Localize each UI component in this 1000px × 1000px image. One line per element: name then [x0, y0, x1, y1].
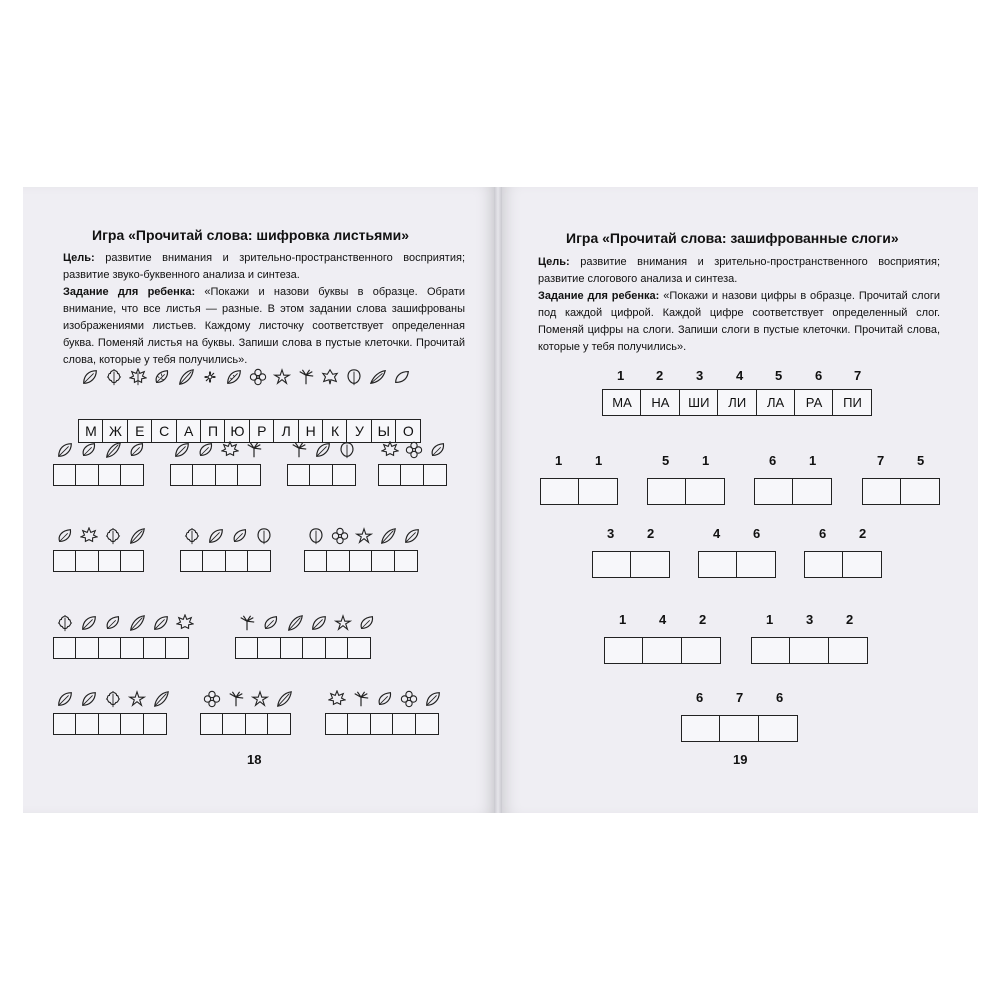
answer-cell[interactable]: [170, 464, 194, 486]
number-key-labels: [602, 368, 884, 386]
answer-cell[interactable]: [235, 637, 259, 659]
answer-cell[interactable]: [280, 637, 304, 659]
key-letter: Ы: [371, 419, 397, 443]
leaf-icon: [352, 525, 376, 547]
answer-cell[interactable]: [325, 637, 349, 659]
answer-cell[interactable]: [592, 551, 632, 578]
leaf-icon: [204, 525, 228, 547]
leaf-star-icon: [270, 366, 294, 388]
answer-cell[interactable]: [332, 464, 356, 486]
answer-cell[interactable]: [53, 464, 77, 486]
leaf-icon: [200, 688, 224, 710]
syllable-answer-row: [698, 551, 776, 578]
puzzle-number: 7: [736, 690, 744, 705]
answer-cell[interactable]: [719, 715, 759, 742]
leaf-simple-icon: [390, 366, 414, 388]
key-syllable: ЛИ: [717, 389, 757, 416]
answer-cell[interactable]: [378, 464, 402, 486]
page-number-left: 18: [247, 752, 262, 767]
leaf-oak-icon: [102, 366, 126, 388]
left-goal: Цель: развитие внимания и зрительно-пространственного восприятия; развитие звуко-буквенного анализа и синтеза.: [63, 252, 465, 281]
answer-cell[interactable]: [423, 464, 447, 486]
answer-cell[interactable]: [754, 478, 794, 505]
syllable-answer-row: [681, 715, 798, 742]
key-letter: О: [395, 419, 421, 443]
answer-cell[interactable]: [862, 478, 902, 505]
answer-cell[interactable]: [394, 550, 418, 572]
right-instructions: [538, 254, 940, 356]
key-letter: П: [200, 419, 226, 443]
leaf-icon: [235, 612, 259, 634]
leaf-answer-row: [53, 550, 144, 572]
puzzle-number: 2: [699, 612, 707, 627]
leaf-puzzle-icons: [378, 439, 450, 461]
answer-cell[interactable]: [75, 637, 99, 659]
leaf-icon: [228, 525, 252, 547]
answer-cell[interactable]: [630, 551, 670, 578]
answer-cell[interactable]: [245, 713, 269, 735]
leaf-answer-row: [325, 713, 439, 735]
leaf-icon: [242, 439, 266, 461]
leaf-icon: [311, 439, 335, 461]
leaf-icon: [349, 688, 373, 710]
puzzle-number: 7: [877, 453, 885, 468]
answer-cell[interactable]: [751, 637, 791, 664]
answer-cell[interactable]: [736, 551, 776, 578]
leaf-icon: [325, 688, 349, 710]
leaf-answer-row: [235, 637, 371, 659]
leaf-icon: [101, 612, 125, 634]
syllable-answer-row: [862, 478, 940, 505]
leaf-icon: [180, 525, 204, 547]
leaf-icon: [373, 688, 397, 710]
puzzle-number: 1: [595, 453, 603, 468]
leaf-maple-icon: [126, 366, 150, 388]
leaf-puzzle-icons: [200, 688, 296, 710]
leaf-icon: [77, 688, 101, 710]
leaf-icon: [53, 439, 77, 461]
key-syllable: ПИ: [832, 389, 872, 416]
leaf-answer-row: [53, 464, 144, 486]
leaf-answer-row: [53, 637, 189, 659]
syllable-answer-row: [540, 478, 618, 505]
answer-cell[interactable]: [392, 713, 416, 735]
puzzle-number: 1: [809, 453, 817, 468]
puzzle-number: 3: [607, 526, 615, 541]
puzzle-number: 6: [753, 526, 761, 541]
answer-cell[interactable]: [347, 637, 371, 659]
syllable-answer-row: [647, 478, 725, 505]
leaf-icon: [307, 612, 331, 634]
answer-cell[interactable]: [681, 715, 721, 742]
leaf-puzzle-icons: [170, 439, 266, 461]
key-syllable: ШИ: [679, 389, 719, 416]
leaf-icon: [77, 612, 101, 634]
answer-cell[interactable]: [192, 464, 216, 486]
key-syllable: ЛА: [756, 389, 796, 416]
left-title: Игра «Прочитай слова: шифровка листьями»: [92, 227, 409, 243]
leaf-answer-row: [304, 550, 418, 572]
answer-cell[interactable]: [842, 551, 882, 578]
puzzle-number: 3: [806, 612, 814, 627]
answer-cell[interactable]: [257, 637, 281, 659]
answer-cell[interactable]: [325, 713, 349, 735]
answer-cell[interactable]: [200, 713, 224, 735]
right-title: Игра «Прочитай слова: зашифрованные слоги»: [566, 230, 899, 246]
leaf-icon: [53, 688, 77, 710]
syllable-answer-row: [804, 551, 882, 578]
puzzle-number: 2: [647, 526, 655, 541]
left-instructions: [63, 250, 465, 369]
key-letter: Л: [273, 419, 299, 443]
leaf-icon: [304, 525, 328, 547]
syllable-key-row: [602, 389, 872, 416]
leaf-icon: [331, 612, 355, 634]
syllable-answer-row: [751, 637, 868, 664]
puzzle-number: 6: [819, 526, 827, 541]
answer-cell[interactable]: [349, 550, 373, 572]
left-task: Задание для ребенка: «Покажи и назови буквы в образце. Обрати внимание, что все листья — разные. В этом задании слова зашифрованы изображениями листьев. Каждому листочку соответствует определенная буква. Поменяй листья на буквы. Запиши слова в пустые клеточки. Прочитай слова, которые у тебя получились».: [63, 286, 465, 366]
leaf-elongated-icon: [366, 366, 390, 388]
answer-cell[interactable]: [681, 637, 721, 664]
leaf-icon: [252, 525, 276, 547]
answer-cell[interactable]: [604, 637, 644, 664]
leaf-puzzle-icons: [53, 612, 197, 634]
leaf-icon: [170, 439, 194, 461]
leaf-icon: [101, 439, 125, 461]
puzzle-number: 2: [846, 612, 854, 627]
key-letter: С: [151, 419, 177, 443]
leaf-icon: [378, 439, 402, 461]
answer-cell[interactable]: [75, 550, 99, 572]
answer-cell[interactable]: [642, 637, 682, 664]
answer-cell[interactable]: [98, 637, 122, 659]
leaf-icon: [248, 688, 272, 710]
leaf-long-icon: [174, 366, 198, 388]
puzzle-number: 1: [619, 612, 627, 627]
leaf-round-icon: [342, 366, 366, 388]
answer-cell[interactable]: [120, 637, 144, 659]
key-number: 6: [815, 368, 823, 383]
key-number: 7: [854, 368, 862, 383]
syllable-answer-row: [754, 478, 832, 505]
answer-cell[interactable]: [120, 550, 144, 572]
leaf-icon: [149, 688, 173, 710]
leaf-icon: [125, 688, 149, 710]
puzzle-number: 5: [917, 453, 925, 468]
leaf-clover-icon: [246, 366, 270, 388]
leaf-icon: [224, 688, 248, 710]
leaf-icon: [376, 525, 400, 547]
key-letter: Ж: [102, 419, 128, 443]
answer-cell[interactable]: [53, 550, 77, 572]
answer-cell[interactable]: [98, 550, 122, 572]
puzzle-number: 4: [713, 526, 721, 541]
answer-cell[interactable]: [804, 551, 844, 578]
puzzle-number: 5: [662, 453, 670, 468]
leaf-oval-icon: [222, 366, 246, 388]
leaf-icon: [125, 439, 149, 461]
leaf-puzzle-icons: [235, 612, 379, 634]
key-letter: Е: [127, 419, 153, 443]
leaf-key-icons: [78, 366, 414, 388]
puzzle-number: 6: [696, 690, 704, 705]
answer-cell[interactable]: [900, 478, 940, 505]
leaf-icon: [421, 688, 445, 710]
leaf-puzzle-icons: [53, 439, 149, 461]
answer-cell[interactable]: [540, 478, 580, 505]
answer-cell[interactable]: [789, 637, 829, 664]
key-syllable: РА: [794, 389, 834, 416]
answer-cell[interactable]: [415, 713, 439, 735]
leaf-icon: [77, 439, 101, 461]
key-number: 2: [656, 368, 664, 383]
answer-cell[interactable]: [75, 713, 99, 735]
leaf-puzzle-icons: [180, 525, 276, 547]
leaf-icon: [402, 439, 426, 461]
answer-cell[interactable]: [370, 713, 394, 735]
leaf-icon: [328, 525, 352, 547]
puzzle-number: 2: [859, 526, 867, 541]
leaf-puzzle-icons: [304, 525, 424, 547]
answer-cell[interactable]: [180, 550, 204, 572]
leaf-icon: [287, 439, 311, 461]
leaf-puzzle-icons: [287, 439, 359, 461]
leaf-icon: [218, 439, 242, 461]
leaf-icon: [335, 439, 359, 461]
leaf-birch-icon: [150, 366, 174, 388]
leaf-answer-row: [287, 464, 356, 486]
answer-cell[interactable]: [309, 464, 333, 486]
leaf-icon: [125, 525, 149, 547]
answer-cell[interactable]: [225, 550, 249, 572]
syllable-answer-row: [604, 637, 721, 664]
key-number: 4: [736, 368, 744, 383]
syllable-answer-row: [592, 551, 670, 578]
key-letter: Р: [249, 419, 275, 443]
leaf-icon: [355, 612, 379, 634]
right-task: Задание для ребенка: «Покажи и назови цифры в образце. Прочитай слоги под каждой цифрой. Каждой цифре соответствует определенный слог. Поменяй цифры на слоги. Запиши слоги в пустые клеточки. Прочитай слова, которые у тебя получились».: [538, 290, 941, 353]
key-letter: Н: [298, 419, 324, 443]
key-syllable: НА: [640, 389, 680, 416]
answer-cell[interactable]: [347, 713, 371, 735]
key-letter: Ю: [224, 419, 250, 443]
leaf-answer-row: [180, 550, 271, 572]
answer-cell[interactable]: [165, 637, 189, 659]
page-number-right: 19: [733, 752, 748, 767]
key-letter: М: [78, 419, 104, 443]
answer-cell[interactable]: [143, 637, 167, 659]
answer-cell[interactable]: [267, 713, 291, 735]
leaf-icon: [173, 612, 197, 634]
leaf-answer-row: [200, 713, 291, 735]
key-letter: А: [176, 419, 202, 443]
puzzle-number: 1: [702, 453, 710, 468]
leaf-icon: [259, 612, 283, 634]
answer-cell[interactable]: [792, 478, 832, 505]
leaf-icon: [397, 688, 421, 710]
leaf-answer-row: [170, 464, 261, 486]
answer-cell[interactable]: [237, 464, 261, 486]
leaf-icon: [194, 439, 218, 461]
answer-cell[interactable]: [326, 550, 350, 572]
answer-cell[interactable]: [120, 713, 144, 735]
leaf-icon: [400, 525, 424, 547]
leaf-palm-icon: [294, 366, 318, 388]
leaf-flower-icon: [198, 366, 222, 388]
puzzle-number: 4: [659, 612, 667, 627]
answer-cell[interactable]: [302, 637, 326, 659]
leaf-maple2-icon: [318, 366, 342, 388]
leaf-icon: [101, 688, 125, 710]
leaf-answer-row: [378, 464, 447, 486]
leaf-icon: [272, 688, 296, 710]
answer-cell[interactable]: [647, 478, 687, 505]
answer-cell[interactable]: [758, 715, 798, 742]
answer-cell[interactable]: [698, 551, 738, 578]
key-letter: К: [322, 419, 348, 443]
leaf-icon: [53, 525, 77, 547]
leaf-puzzle-icons: [53, 525, 149, 547]
answer-cell[interactable]: [98, 713, 122, 735]
answer-cell[interactable]: [75, 464, 99, 486]
key-letter: У: [346, 419, 372, 443]
answer-cell[interactable]: [53, 713, 77, 735]
leaf-icon: [426, 439, 450, 461]
key-number: 3: [696, 368, 704, 383]
leaf-puzzle-icons: [325, 688, 445, 710]
book-gutter: [494, 187, 502, 813]
key-number: 1: [617, 368, 625, 383]
answer-cell[interactable]: [247, 550, 271, 572]
key-syllable: МА: [602, 389, 642, 416]
answer-cell[interactable]: [143, 713, 167, 735]
puzzle-number: 1: [555, 453, 563, 468]
answer-cell[interactable]: [98, 464, 122, 486]
puzzle-number: 6: [776, 690, 784, 705]
leaf-icon: [77, 525, 101, 547]
answer-cell[interactable]: [304, 550, 328, 572]
answer-cell[interactable]: [400, 464, 424, 486]
puzzle-number: 6: [769, 453, 777, 468]
leaf-icon: [101, 525, 125, 547]
leaf-icon: [53, 612, 77, 634]
answer-cell[interactable]: [828, 637, 868, 664]
leaf-answer-row: [53, 713, 167, 735]
leaf-icon: [149, 612, 173, 634]
puzzle-number: 1: [766, 612, 774, 627]
leaf-icon: [283, 612, 307, 634]
leaf-puzzle-icons: [53, 688, 173, 710]
answer-cell[interactable]: [120, 464, 144, 486]
right-goal: Цель: развитие внимания и зрительно-пространственного восприятия; развитие слогового анализа и синтеза.: [538, 256, 940, 285]
key-number: 5: [775, 368, 783, 383]
answer-cell[interactable]: [202, 550, 226, 572]
answer-cell[interactable]: [222, 713, 246, 735]
leaf-oval-icon: [78, 366, 102, 388]
answer-cell[interactable]: [685, 478, 725, 505]
answer-cell[interactable]: [287, 464, 311, 486]
answer-cell[interactable]: [215, 464, 239, 486]
answer-cell[interactable]: [578, 478, 618, 505]
leaf-icon: [125, 612, 149, 634]
answer-cell[interactable]: [53, 637, 77, 659]
answer-cell[interactable]: [371, 550, 395, 572]
